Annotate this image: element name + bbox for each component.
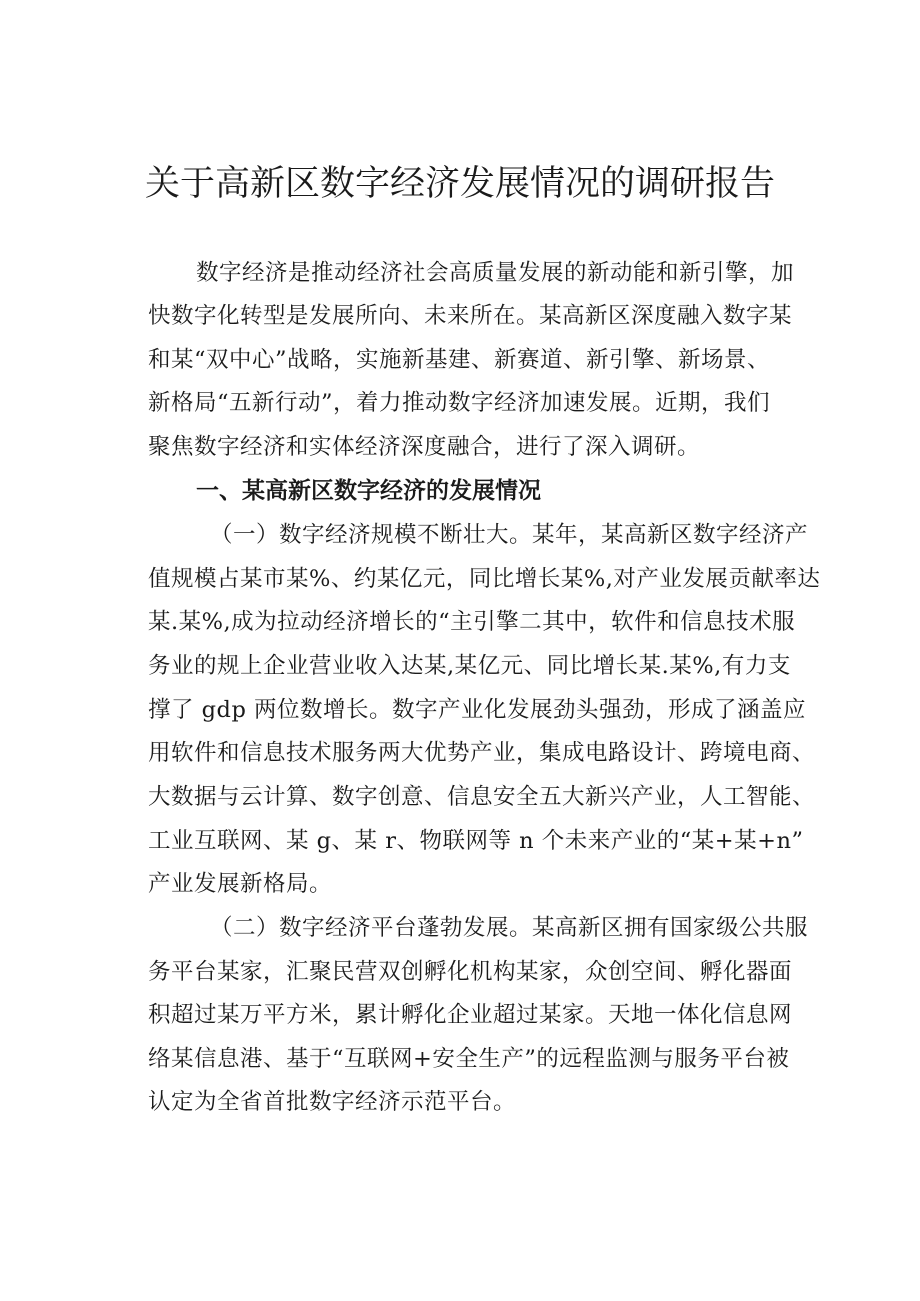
- paragraph-line: 工业互联网、某 g、某 r、物联网等 n 个未来产业的“某+某+n”: [148, 828, 804, 854]
- intro-line: 和某“双中心”战略，实施新基建、新赛道、新引擎、新场景、: [148, 347, 771, 373]
- intro-line: 数字经济是推动经济社会高质量发展的新动能和新引擎，加: [196, 260, 795, 286]
- paragraph-line: 产业发展新格局。: [148, 871, 333, 897]
- paragraph-line: 务业的规上企业营业收入达某,某亿元、同比增长某.某%,有力支: [148, 653, 791, 679]
- paragraph-line: 络某信息港、基于“互联网+安全生产”的远程监测与服务平台被: [148, 1046, 790, 1072]
- intro-line: 新格局“五新行动”，着力推动数字经济加速发展。近期，我们: [148, 390, 771, 416]
- paragraph-line: （一）数字经济规模不断壮大。某年，某高新区数字经济产: [210, 522, 809, 548]
- paragraph-line: 积超过某万平方米，累计孵化企业超过某家。天地一体化信息网: [148, 1002, 793, 1028]
- document-title: 关于高新区数字经济发展情况的调研报告: [144, 164, 775, 204]
- paragraph-line: 撑了 gdp 两位数增长。数字产业化发展劲头强劲，形成了涵盖应: [148, 697, 807, 723]
- paragraph-line: 认定为全省首批数字经济示范平台。: [148, 1089, 517, 1115]
- paragraph-line: 值规模占某市某%、约某亿元，同比增长某%,对产业发展贡献率达: [148, 566, 821, 592]
- paragraph-line: 某.某%,成为拉动经济增长的“主引擎二其中，软件和信息技术服: [148, 609, 796, 635]
- paragraph-line: （二）数字经济平台蓬勃发展。某高新区拥有国家级公共服: [210, 915, 809, 941]
- section-heading: 一、某高新区数字经济的发展情况: [196, 478, 541, 504]
- paragraph-line: 务平台某家，汇聚民营双创孵化机构某家，众创空间、孵化器面: [148, 959, 793, 985]
- paragraph-line: 用软件和信息技术服务两大优势产业，集成电路设计、跨境电商、: [148, 740, 816, 766]
- intro-line: 快数字化转型是发展所向、未来所在。某高新区深度融入数字某: [148, 303, 793, 329]
- paragraph-line: 大数据与云计算、数字创意、信息安全五大新兴产业，人工智能、: [148, 784, 816, 810]
- intro-line: 聚焦数字经济和实体经济深度融合，进行了深入调研。: [148, 434, 701, 460]
